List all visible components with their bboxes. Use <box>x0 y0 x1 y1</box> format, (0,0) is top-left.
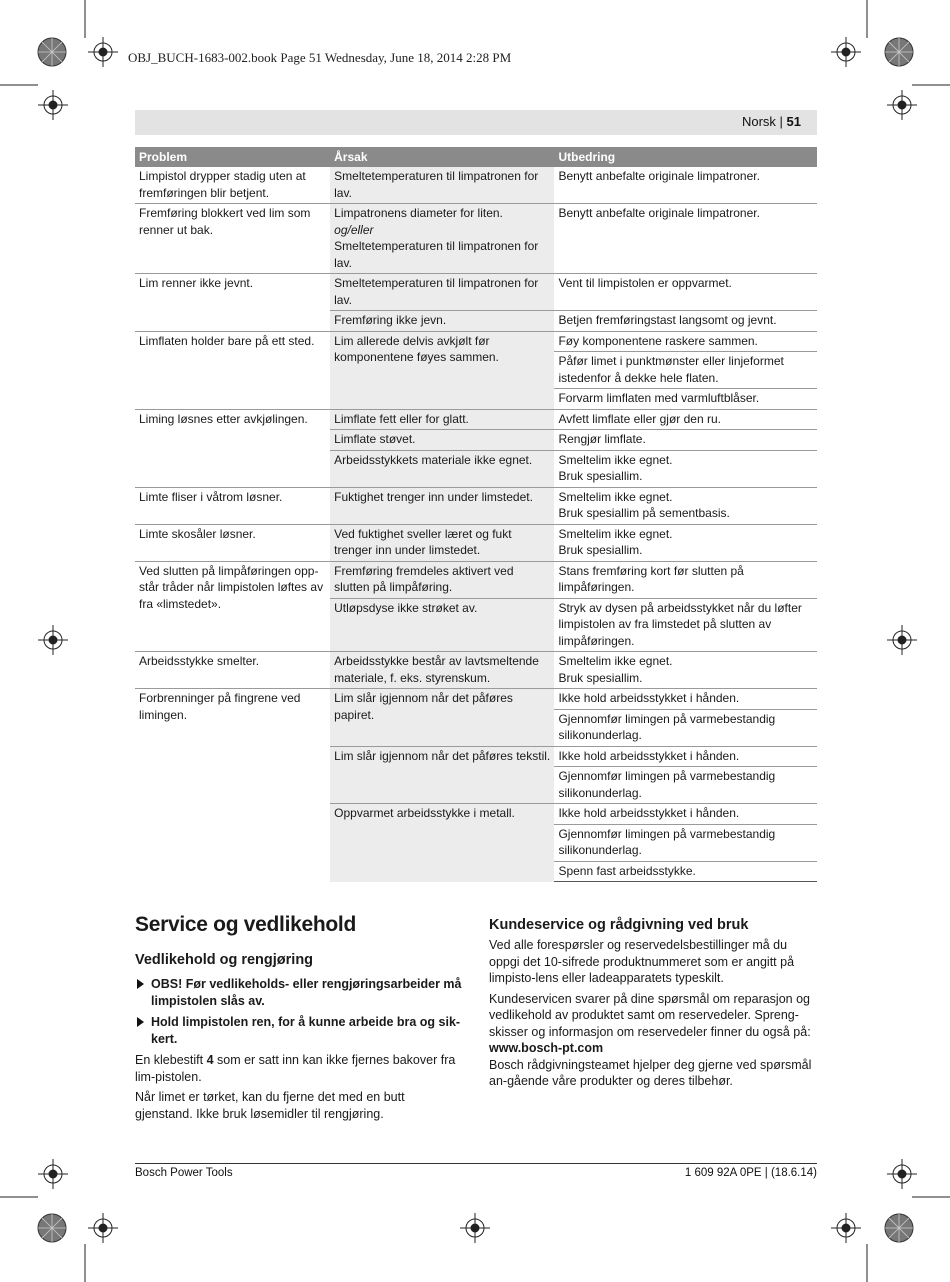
service-section <box>135 912 463 1126</box>
customer-service-section <box>489 915 819 1094</box>
subsection-title: Kundeservice og rådgivning ved bruk <box>489 917 749 933</box>
warning-bullet <box>135 976 463 1009</box>
website-link[interactable]: www.bosch-pt.com <box>489 1041 604 1055</box>
problem-cell: Arbeidsstykke smelter. <box>135 652 330 689</box>
troubleshooting-table <box>135 147 817 882</box>
cause-cell: Fremføring fremdeles aktivert ved slutten på limpåføring. <box>330 561 554 598</box>
cause-cell: Arbeidsstykke består av lavtsmeltende materiale, f. eks. styrenskum. <box>330 652 554 689</box>
body-paragraph: Bosch rådgivningsteamet hjelper deg gjerne ved spørsmål an-gående våre produkter og deres tilbehør. <box>489 1057 812 1088</box>
cause-cell: Smeltetemperaturen til limpatronen for lav. <box>330 167 554 204</box>
footer-doc-code: 1 609 92A 0PE | (18.6.14) <box>684 1167 817 1179</box>
remedy-cell <box>554 652 817 689</box>
cause-text: Smeltetemperaturen til limpatronen for lav. <box>334 239 539 270</box>
triangle-bullet-icon <box>137 1017 144 1027</box>
cause-cell: Fuktighet trenger inn under limstedet. <box>330 487 554 524</box>
text-run: som er satt inn kan ikke fjernes bakover fra lim-pistolen. <box>135 1053 456 1084</box>
footer-brand: Bosch Power Tools <box>135 1167 233 1179</box>
problem-cell: Limflaten holder bare på ett sted. <box>135 331 330 409</box>
problem-cell: Limpistol drypper stadig uten at fremføringen blir betjent. <box>139 169 306 200</box>
remedy-cell: Rengjør limflate. <box>554 430 817 451</box>
cause-cell: Arbeidsstykkets materiale ikke egnet. <box>330 450 554 487</box>
warning-bullet <box>135 1014 463 1047</box>
warning-text: Hold limpistolen ren, for å kunne arbeide bra og sik-kert. <box>151 1015 461 1046</box>
col-header-cause: Årsak <box>330 147 554 167</box>
cause-cell: Fremføring ikke jevn. <box>330 311 554 332</box>
remedy-cell: Ikke hold arbeidsstykket i hånden. <box>554 689 817 710</box>
table-row <box>135 524 817 561</box>
remedy-line: Smeltelim ikke egnet. <box>558 526 673 541</box>
remedy-line: Smeltelim ikke egnet. <box>558 452 673 467</box>
cause-cell: Limflate støvet. <box>330 430 554 451</box>
body-paragraph: Når limet er tørket, kan du fjerne det med en butt gjenstand. Ikke bruk løsemidler til rengjøring. <box>135 1090 405 1121</box>
cause-cell: Limflate fett eller for glatt. <box>330 409 554 430</box>
remedy-cell: Spenn fast arbeidsstykke. <box>554 861 817 882</box>
problem-cell: Liming løsnes etter avkjølingen. <box>135 409 330 487</box>
remedy-cell: Benytt anbefalte originale limpatroner. <box>554 204 817 274</box>
remedy-cell <box>554 487 817 524</box>
col-header-problem: Problem <box>135 147 330 167</box>
page-number: 51 <box>786 114 801 129</box>
remedy-cell: Ikke hold arbeidsstykket i hånden. <box>554 746 817 767</box>
cause-cell: Utløpsdyse ikke strøket av. <box>330 598 554 652</box>
table-row <box>135 331 817 352</box>
remedy-cell <box>554 450 817 487</box>
header-language: Norsk <box>741 114 776 129</box>
remedy-line: Bruk spesiallim. <box>558 543 643 557</box>
footer-rule <box>135 1163 817 1164</box>
body-paragraph <box>135 1052 463 1085</box>
remedy-cell <box>554 524 817 561</box>
remedy-line: Bruk spesiallim. <box>558 670 643 685</box>
page-header <box>135 110 817 135</box>
cause-text: Limpatronens diameter for liten. <box>334 206 503 220</box>
table-row <box>135 274 817 311</box>
cause-cell: Ved fuktighet sveller læret og fukt trenger inn under limstedet. <box>330 524 554 561</box>
remedy-cell: Betjen fremføringstast langsomt og jevnt. <box>554 311 817 332</box>
remedy-cell: Føy komponentene raskere sammen. <box>554 331 817 352</box>
remedy-cell: Stryk av dysen på arbeidsstykket når du løfter limpistolen av fra limstedet på slutten av limpåføringen. <box>554 598 817 652</box>
header-separator: | <box>775 114 787 129</box>
remedy-cell: Stans fremføring kort før slutten på limpåføringen. <box>554 561 817 598</box>
remedy-line: Bruk spesiallim på sementbasis. <box>558 506 730 520</box>
cause-connector: og/eller <box>334 222 374 237</box>
col-header-remedy: Utbedring <box>554 147 817 167</box>
table-header-row <box>135 147 817 167</box>
cause-cell: Lim slår igjennom når det påføres tekstil. <box>330 746 554 804</box>
remedy-cell: Gjennomfør limingen på varmebestandig silikonunderlag. <box>554 709 817 746</box>
table-row <box>135 561 817 598</box>
section-title: Service og vedlikehold <box>135 913 356 936</box>
remedy-cell: Forvarm limflaten med varmluftblåser. <box>554 389 817 410</box>
cause-cell: Oppvarmet arbeidsstykke i metall. <box>330 804 554 882</box>
remedy-line: Smeltelim ikke egnet. <box>558 489 673 504</box>
body-paragraph: Ved alle forespørsler og reservedelsbestillinger må du oppgi det 10-sifrede produktnummeret som er angitt på limpisto-lens eller ladeapparatets typeskilt. <box>489 938 795 985</box>
table-row <box>135 652 817 689</box>
triangle-bullet-icon <box>137 979 144 989</box>
problem-cell: Lim renner ikke jevnt. <box>135 274 330 332</box>
table-row <box>135 167 817 204</box>
remedy-cell: Avfett limflate eller gjør den ru. <box>554 409 817 430</box>
body-paragraph: Kundeservicen svarer på dine spørsmål om reparasjon og vedlikehold av produktet samt om reservedeler. Spreng-skisser og informasjon om reservedeler finner du også på: <box>489 991 811 1039</box>
table-row <box>135 204 817 274</box>
remedy-cell: Ikke hold arbeidsstykket i hånden. <box>554 804 817 825</box>
problem-cell: Forbrenninger på fingrene ved limingen. <box>135 689 330 882</box>
remedy-cell: Gjennomfør limingen på varmebestandig silikonunderlag. <box>554 824 817 861</box>
problem-cell: Ved slutten på limpåføringen opp-står tråder når limpistolen løftes av fra «limstedet». <box>135 561 330 652</box>
remedy-cell: Benytt anbefalte originale limpatroner. <box>558 169 760 183</box>
part-number: 4 <box>206 1053 214 1067</box>
cause-cell <box>330 204 554 274</box>
problem-cell: Fremføring blokkert ved lim som renner ut bak. <box>135 204 330 274</box>
remedy-line: Bruk spesiallim. <box>558 469 643 483</box>
header-label <box>742 114 801 129</box>
warning-text: OBS! Før vedlikeholds- eller rengjøringsarbeider må limpistolen slås av. <box>151 977 462 1008</box>
subsection-title: Vedlikehold og rengjøring <box>135 952 314 968</box>
book-slug: OBJ_BUCH-1683-002.book Page 51 Wednesday, June 18, 2014 2:28 PM <box>128 50 512 65</box>
problem-cell: Limte fliser i våtrom løsner. <box>135 487 330 524</box>
table-row <box>135 689 817 710</box>
remedy-cell: Påfør limet i punktmønster eller linjeformet istedenfor å dekke hele flaten. <box>554 352 817 389</box>
remedy-cell: Gjennomfør limingen på varmebestandig silikonunderlag. <box>554 767 817 804</box>
cause-cell: Lim slår igjennom når det påføres papiret. <box>330 689 554 747</box>
table-row <box>135 409 817 430</box>
cause-cell: Lim allerede delvis avkjølt før komponentene føyes sammen. <box>330 331 554 409</box>
remedy-line: Smeltelim ikke egnet. <box>558 654 673 668</box>
cause-cell: Smeltetemperaturen til limpatronen for lav. <box>330 274 554 311</box>
remedy-cell: Vent til limpistolen er oppvarmet. <box>554 274 817 311</box>
problem-cell: Limte skosåler løsner. <box>135 524 330 561</box>
text-run: En klebestift <box>135 1053 207 1067</box>
table-row <box>135 487 817 524</box>
